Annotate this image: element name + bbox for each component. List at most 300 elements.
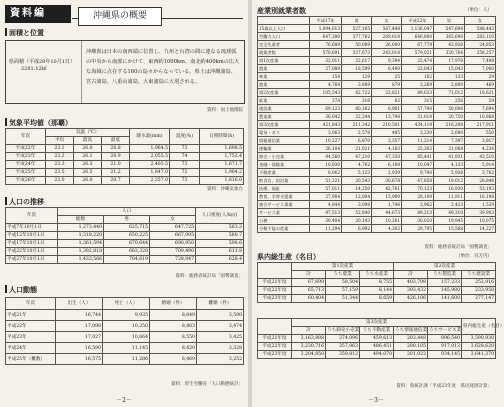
table-cell: 728,947: [150, 256, 196, 264]
table-cell: 277,147: [462, 295, 496, 303]
table-cell: 320,764: [434, 49, 465, 57]
table-cell: 4,762: [342, 161, 372, 169]
table-cell: 平成17年10月1日: [6, 240, 58, 248]
table-cell: 16,575: [56, 354, 103, 365]
area-label: 県面積（平成28年10月1日）: [9, 59, 75, 65]
table-cell: 74: [170, 153, 200, 161]
table-cell: 28,846: [465, 177, 496, 185]
table-cell: 25,302: [402, 145, 434, 153]
table-cell: 10,664: [103, 332, 150, 343]
table-cell: 8,420: [150, 343, 197, 354]
table-cell: 486,451: [360, 343, 394, 351]
table-cell: 258,257: [465, 49, 496, 57]
table-cell: 403,798: [394, 279, 428, 287]
table-cell: 電気・ガス: [258, 129, 310, 137]
col-header: 人口: [58, 208, 196, 216]
table-cell: 15,043: [434, 65, 465, 73]
table-row: [6, 298, 244, 310]
table-cell: 平成21年: [6, 310, 56, 321]
col-header: 年次: [6, 129, 46, 145]
col-header: 第1次産業: [292, 263, 394, 271]
table-cell: 57,159: [326, 287, 360, 295]
table-cell: 1,671.7: [200, 161, 244, 169]
table-cell: 917,013: [428, 343, 462, 351]
table-cell: 23.1: [46, 145, 74, 153]
table-cell: 3,762: [465, 169, 496, 177]
table-cell: 421,843: [310, 121, 342, 129]
table-cell: 357,063: [326, 343, 360, 351]
table-row: [258, 145, 496, 153]
table-cell: 94,560: [310, 153, 342, 161]
table-row: [6, 248, 244, 256]
table-cell: 2,403.5: [130, 161, 170, 169]
location-text: 沖縄県は日本の南西端に位置し、九州と台湾の間に連なる琉球弧の中央から南部にかけて、東西約1000km、南北約400kmの広大な海域に点在する160の島々からなっている。県土は沖縄諸島、宮古諸島、八重山諸島、大東諸島に大別される。: [86, 49, 240, 85]
table-cell: 1,904.2: [200, 169, 244, 177]
table-cell: 10,261: [372, 217, 402, 225]
table-cell: 1,318,220: [58, 232, 104, 240]
table-cell: 平成22年: [6, 145, 46, 153]
table-cell: 10,227: [310, 137, 342, 145]
table-cell: 469: [465, 81, 496, 89]
table-cell: 8,550: [150, 332, 197, 343]
table-cell: 3,425: [197, 332, 244, 343]
table-cell: 1,433,566: [58, 256, 104, 264]
movement-table: [5, 297, 244, 365]
table-cell: 11,286: [103, 354, 150, 365]
table-row: [258, 217, 496, 225]
table-cell: 30,678: [372, 177, 402, 185]
col-header: 降水量(mm): [130, 129, 170, 145]
location-box: [5, 40, 245, 104]
table-cell: 210,501: [372, 121, 402, 129]
col-header: 計: [292, 271, 326, 279]
table-cell: 16,590: [56, 343, 103, 354]
table-cell: 漁業: [258, 81, 310, 89]
table-cell: 金融・保険業: [258, 161, 310, 169]
table-cell: 平成22年: [6, 321, 56, 332]
table-cell: 3,230,716: [292, 343, 326, 351]
table-row: [258, 105, 496, 113]
table-cell: 5,938: [434, 169, 465, 177]
table-cell: 平成7年10月1日: [6, 224, 58, 232]
table-cell: 233,958: [462, 287, 496, 295]
table-cell: 平成21年度: [258, 279, 292, 287]
corner-cell: [258, 17, 310, 25]
col-header: 人口密度(人/k㎡): [196, 208, 244, 224]
table-row: [6, 240, 244, 248]
table-cell: 1,752.4: [200, 153, 244, 161]
table-row: [258, 225, 496, 233]
table-cell: 第3次産業: [258, 121, 310, 129]
table-cell: 704,619: [104, 256, 150, 264]
table-cell: 36,042: [310, 113, 342, 121]
table-row: [6, 145, 244, 153]
col-header: うち水産業: [360, 271, 394, 279]
col-header: 死亡（人）: [103, 298, 150, 310]
table-cell: 平成23年度: [258, 351, 292, 359]
table-cell: 労働力人口: [258, 33, 310, 41]
table-cell: 162: [402, 73, 434, 81]
table-cell: 17,027: [56, 332, 103, 343]
table-cell: 5,914: [465, 161, 496, 169]
table-cell: 20.7: [102, 177, 130, 185]
table-cell: 1,273,440: [58, 224, 104, 232]
industry-table: [257, 16, 496, 233]
population-table: [5, 207, 244, 264]
table-cell: 4,234: [465, 145, 496, 153]
col-header: 最高: [74, 137, 102, 145]
table-cell: 製造業: [258, 113, 310, 121]
area-info: [9, 59, 79, 73]
table-cell: 10,250: [103, 321, 150, 332]
page-title: 沖縄県の概要: [78, 7, 162, 26]
table-cell: 29,795: [402, 225, 434, 233]
table-cell: 3,474: [197, 321, 244, 332]
table-cell: 26.0: [74, 145, 102, 153]
gdp-table-1: [257, 262, 496, 303]
table-cell: 16,744: [56, 310, 103, 321]
location-divider: [81, 41, 82, 103]
table-cell: 598.6: [196, 240, 244, 248]
table-cell: 3,063: [310, 129, 342, 137]
table-row: [6, 153, 244, 161]
table-row: [6, 321, 244, 332]
table-cell: 22,821: [372, 89, 402, 97]
col-header: 第3次産業: [292, 319, 462, 327]
table-cell: 67,699: [292, 279, 326, 287]
table-cell: 8,062: [310, 169, 342, 177]
table-cell: 農業: [258, 65, 310, 73]
table-cell: 70,123: [402, 185, 434, 193]
table-cell: 252,916: [462, 279, 496, 287]
table-cell: 10,930: [310, 161, 342, 169]
location-source: 資料：国土地理院: [207, 108, 243, 113]
col-header: 県内総生産（名目）: [462, 319, 496, 335]
table-cell: 570,691: [310, 49, 342, 57]
table-cell: 6,870: [342, 137, 372, 145]
table-cell: 不動産業: [258, 169, 310, 177]
table-cell: 550: [465, 129, 496, 137]
page-number-left: －2－: [116, 397, 132, 404]
col-header: 男: [104, 216, 150, 224]
table-cell: 42,926: [434, 41, 465, 49]
table-cell: 平成26年: [6, 177, 46, 185]
table-cell: 50,089: [342, 41, 372, 49]
table-cell: 359,812: [326, 351, 360, 359]
table-cell: 21.2: [102, 169, 130, 177]
table-cell: 26.5: [74, 169, 102, 177]
table-row: [258, 137, 496, 145]
table-cell: 19,945: [434, 217, 465, 225]
climate-heading: 気象平均値（那覇）: [5, 118, 72, 128]
table-cell: 200,105: [394, 343, 428, 351]
movement-heading: 人口動態: [5, 285, 37, 295]
table-row: [258, 65, 496, 73]
table-row: [258, 201, 496, 209]
table-cell: 18,599: [342, 65, 372, 73]
table-cell: 16,198: [465, 193, 496, 201]
gdp-table-2: [257, 318, 504, 359]
table-row: [6, 129, 244, 137]
table-cell: 公務: [258, 217, 310, 225]
table-row: [6, 332, 244, 343]
table-cell: 896,540: [428, 335, 462, 343]
climate-table: [5, 128, 244, 185]
table-row: [6, 161, 244, 169]
table-cell: 527,165: [342, 25, 372, 33]
table-cell: 11,145: [103, 343, 150, 354]
table-cell: 15,900: [372, 193, 402, 201]
table-row: [6, 256, 244, 264]
gdp-heading: 県内総生産（名目）: [257, 252, 320, 261]
table-cell: 41,931: [434, 153, 465, 161]
table-cell: 8,469: [150, 354, 197, 365]
table-cell: 3,098: [342, 201, 372, 209]
table-cell: 10,868: [465, 113, 496, 121]
table-cell: 20.9: [102, 153, 130, 161]
table-cell: 934,145: [428, 351, 462, 359]
table-cell: 76,689: [310, 41, 342, 49]
table-row: [6, 343, 244, 354]
table-cell: 3,230: [402, 129, 434, 137]
table-cell: 44,673: [372, 209, 402, 217]
table-cell: 459,613: [360, 335, 394, 343]
table-row: [258, 193, 496, 201]
table-cell: 670,644: [104, 240, 150, 248]
table-row: [258, 185, 496, 193]
table-cell: 7,000: [465, 65, 496, 73]
table-cell: 709,490: [150, 248, 196, 256]
table-cell: 22,244: [342, 113, 372, 121]
table-cell: 26.3: [74, 161, 102, 169]
table-cell: 23.3: [46, 161, 74, 169]
col-header: 女: [372, 17, 402, 25]
table-cell: 269,618: [372, 33, 402, 41]
table-cell: 377,762: [342, 33, 372, 41]
table-cell: 平成23年: [6, 332, 56, 343]
corner-cell: [258, 319, 292, 335]
table-cell: 22,617: [342, 57, 372, 65]
table-cell: 71,012: [434, 89, 465, 97]
table-cell: 62: [372, 97, 402, 105]
table-cell: 72: [170, 169, 200, 177]
table-cell: 243,018: [372, 49, 402, 57]
table-cell: 211,342: [342, 121, 372, 129]
table-cell: 15,568: [434, 225, 465, 233]
table-row: [258, 57, 496, 65]
table-row: [258, 209, 496, 217]
table-row: [258, 287, 496, 295]
col-header: うち情報通信業: [395, 328, 428, 333]
col-header: うち建設業: [462, 271, 496, 279]
table-cell: 203,448: [394, 335, 428, 343]
population-heading: 人口の推移: [5, 197, 44, 207]
table-row: [258, 295, 496, 303]
col-header: 総数: [58, 216, 104, 224]
table-cell: 平成22年度: [258, 287, 292, 295]
table-cell: 17,098: [56, 321, 103, 332]
col-header: 男: [434, 17, 465, 25]
col-header: 日照時間(h): [200, 129, 244, 145]
table-cell: 27,089: [310, 65, 342, 73]
table-cell: 201,022: [394, 351, 428, 359]
col-header: うち製造業: [428, 271, 462, 279]
industry-unit: （単位：人）: [465, 8, 492, 13]
table-cell: 60,404: [292, 295, 326, 303]
table-cell: 平成25年（概数）: [6, 354, 56, 365]
table-cell: 医療、福祉: [258, 185, 310, 193]
table-cell: 分類不能の産業: [258, 225, 310, 233]
table-cell: 73: [170, 145, 200, 153]
page-number-right: －3－: [368, 397, 384, 404]
table-cell: 3,641,370: [462, 351, 496, 359]
col-header: 気温（℃）: [46, 129, 130, 137]
table-cell: 82,722: [342, 89, 372, 97]
col-header: 第2次産業: [394, 263, 496, 271]
table-cell: 平成23年: [6, 153, 46, 161]
table-cell: 69,123: [310, 105, 342, 113]
table-cell: 579,021: [402, 49, 434, 57]
table-cell: 25: [372, 73, 402, 81]
table-cell: 8,863: [150, 321, 197, 332]
table-cell: 第1次産業: [258, 57, 310, 65]
table-cell: 8,659: [360, 295, 394, 303]
table-cell: 647,725: [150, 224, 196, 232]
table-cell: 59: [465, 97, 496, 105]
table-cell: 485: [372, 129, 402, 137]
table-cell: 133: [434, 73, 465, 81]
table-row: [6, 310, 244, 321]
table-cell: 650,225: [104, 232, 150, 240]
corner-cell: [258, 263, 292, 279]
table-cell: 2,680: [434, 129, 465, 137]
climate-source: 資料：沖縄気象台: [207, 187, 243, 192]
table-cell: 434,119: [402, 121, 434, 129]
col-header: 出生（人）: [56, 298, 103, 310]
table-row: [258, 17, 496, 25]
col-header: 平均: [46, 137, 74, 145]
table-row: [258, 169, 496, 177]
table-cell: 18,621: [465, 89, 496, 97]
table-cell: 1,539: [465, 201, 496, 209]
table-cell: 20,750: [434, 113, 465, 121]
table-row: [258, 161, 496, 169]
table-cell: 426,106: [394, 295, 428, 303]
table-cell: 47,210: [342, 153, 372, 161]
table-cell: 16,930: [434, 185, 465, 193]
table-row: [258, 279, 496, 287]
table-cell: 21.0: [102, 161, 130, 169]
table-cell: 625,715: [104, 224, 150, 232]
col-header: 男: [342, 17, 372, 25]
table-cell: 31,618: [402, 113, 434, 121]
movement-source: 資料：厚生労働省「人口動態統計」: [171, 382, 243, 387]
table-row: [258, 113, 496, 121]
table-cell: 374,096: [326, 335, 360, 343]
table-cell: 22,043: [402, 65, 434, 73]
col-header: 最低: [102, 137, 130, 145]
table-cell: 3,328: [197, 343, 244, 354]
col-header: 年次: [6, 298, 56, 310]
table-row: [258, 89, 496, 97]
col-header: 計: [292, 327, 326, 335]
table-cell: 3,252: [197, 354, 244, 365]
table-row: [258, 33, 496, 41]
table-cell: 256: [434, 97, 465, 105]
table-cell: 情報通信業: [258, 137, 310, 145]
table-cell: 4,133: [434, 161, 465, 169]
table-cell: 平成27年10月1日: [6, 256, 58, 264]
table-row: [258, 81, 496, 89]
table-cell: 11,214: [402, 137, 434, 145]
table-cell: 8,490: [372, 65, 402, 73]
table-row: [6, 169, 244, 177]
table-cell: 3,204,850: [292, 351, 326, 359]
table-cell: 15歳以上人口: [258, 25, 310, 33]
table-cell: 1,816.0: [200, 177, 244, 185]
col-header: 平成22年: [402, 17, 434, 25]
table-cell: 28,109: [402, 193, 434, 201]
col-header: 女: [150, 216, 196, 224]
table-cell: 8,961: [372, 105, 402, 113]
table-cell: 9,935: [103, 310, 150, 321]
table-cell: 9,700: [402, 169, 434, 177]
table-row: [258, 49, 496, 57]
table-cell: 50,006: [434, 105, 465, 113]
table-cell: 5,123: [342, 169, 372, 177]
table-cell: 8,144: [360, 287, 394, 295]
table-cell: 11,911: [434, 193, 465, 201]
table-row: [6, 354, 244, 365]
table-cell: 65,713: [292, 287, 326, 295]
table-row: [258, 327, 496, 335]
col-header: うち卸売小売業: [327, 328, 360, 333]
table-cell: 2,578: [342, 129, 372, 137]
table-row: [258, 271, 496, 279]
table-cell: 690,950: [150, 240, 196, 248]
table-cell: 平成21年度: [258, 335, 292, 343]
table-cell: 3,590: [197, 310, 244, 321]
table-cell: 51,344: [326, 295, 360, 303]
industry-source: 資料：総務省統計局「国勢調査」: [424, 245, 492, 250]
table-cell: 平成24年: [6, 161, 46, 169]
table-cell: 12,004: [342, 193, 372, 201]
table-cell: 89,213: [402, 209, 434, 217]
table-cell: 547,604: [434, 25, 465, 33]
table-cell: 完全失業者: [258, 41, 310, 49]
table-cell: 教育、学習支援業: [258, 193, 310, 201]
table-cell: 2,939: [372, 169, 402, 177]
table-cell: 20,543: [342, 177, 372, 185]
table-cell: 8,755: [360, 279, 394, 287]
table-cell: 第2次産業: [258, 89, 310, 97]
table-cell: 89,633: [402, 89, 434, 97]
table-cell: 1,746: [372, 201, 402, 209]
table-cell: 20.8: [102, 145, 130, 153]
location-heading: 面積と位置: [5, 28, 44, 38]
table-cell: 3,962: [402, 201, 434, 209]
table-cell: 683,328: [104, 248, 150, 256]
table-row: [258, 129, 496, 137]
table-cell: 飲食店、宿泊業: [258, 177, 310, 185]
table-cell: 複合サービス事業: [258, 201, 310, 209]
table-cell: 315: [402, 97, 434, 105]
table-cell: 11,294: [310, 225, 342, 233]
population-source: 資料：総務省統計局「国勢調査」: [175, 274, 243, 279]
table-row: [258, 25, 496, 33]
table-cell: 平成22年度: [258, 343, 292, 351]
table-cell: 27,904: [310, 193, 342, 201]
